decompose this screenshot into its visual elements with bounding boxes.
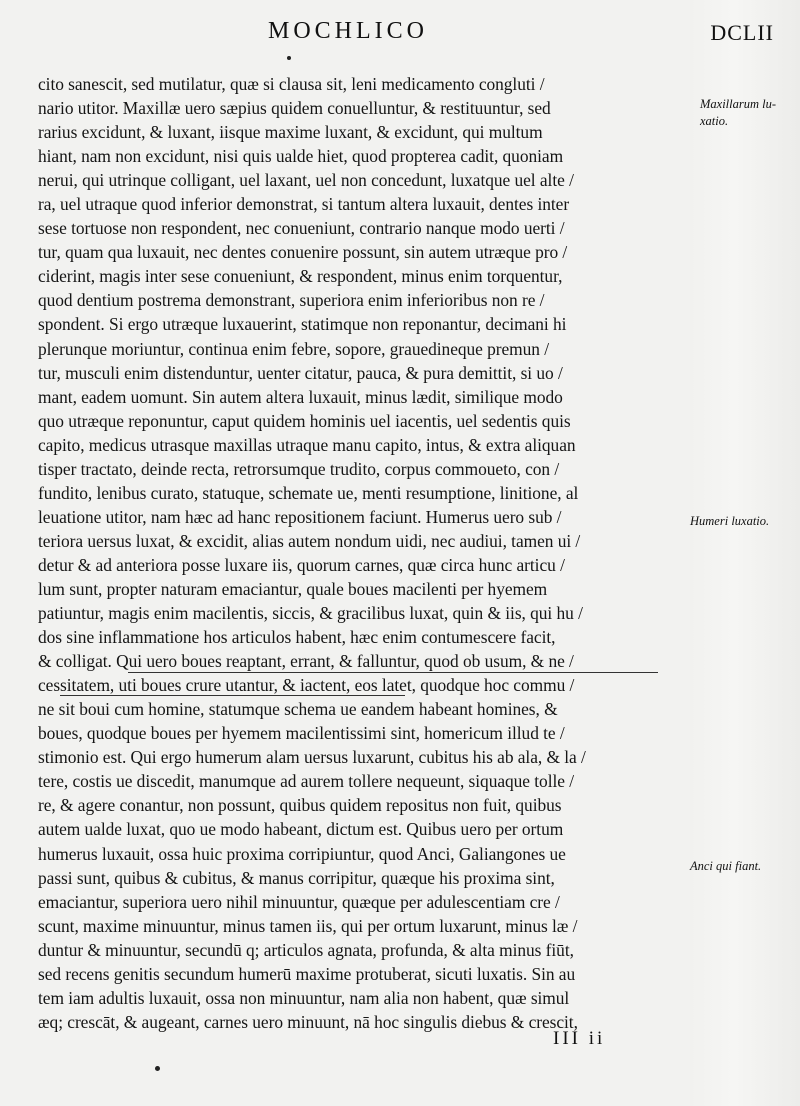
text-line: patiuntur, magis enim macilentis, siccis, & gracilibus luxat, quin & iis, qui hu / — [38, 603, 583, 624]
text-line: cessitatem, uti boues crure utantur, & iactent, eos latet, quodque hoc commu / — [38, 675, 575, 696]
margin-note-line: Maxillarum lu- — [700, 97, 777, 111]
text-line: dos sine inflammatione hos articulos habent, hæc enim contumescere facit, — [38, 627, 556, 648]
text-line: lum sunt, propter naturam emaciantur, quale boues macilenti per hyemem — [38, 578, 548, 599]
text-line: capito, medicus utrasque maxillas utraque manu capito, intus, & extra aliquan — [38, 434, 576, 455]
text-line: æq; crescāt, & augeant, carnes uero minuunt, nā hoc singulis diebus & crescit, — [38, 1011, 578, 1032]
text-line: cito sanescit, sed mutilatur, quæ si clausa sit, leni medicamento congluti / — [38, 74, 545, 94]
text-line: humerus luxauit, ossa huic proxima corripiuntur, quod Anci, Galiangones ue — [38, 843, 566, 864]
text-line: plerunque moriuntur, continua enim febre, sopore, grauedineque premun / — [38, 338, 550, 359]
text-line: tur, quam qua luxauit, nec dentes conuenire possunt, sin autem utræque pro / — [38, 242, 568, 263]
text-line: nerui, qui utrinque colligant, uel laxant, uel non concedunt, luxatque uel alte / — [38, 170, 574, 191]
text-line: tisper tractato, deinde recta, retrorsumque trudito, corpus commoueto, con / — [38, 458, 560, 479]
text-line: tem iam adultis luxauit, ossa non minuuntur, nam alia non habent, quæ simul — [38, 987, 570, 1008]
text-line: ne sit boui cum homine, statumque schema ue eandem habeant homines, & — [38, 699, 558, 720]
text-line: tur, musculi enim distenduntur, uenter citatur, pauca, & pura demittit, si uo / — [38, 362, 563, 383]
text-line: fundito, lenibus curato, statuque, schemate ue, menti resumptione, linitione, al — [38, 482, 579, 503]
signature-mark: III ii — [553, 1028, 606, 1049]
main-text-block — [38, 72, 678, 1034]
text-line: stimonio est. Qui ergo humerum alam uersus luxarunt, cubitus his ab ala, & la / — [38, 747, 586, 768]
text-line: tere, costis ue discedit, manumque ad aurem tollere nequeunt, siquaque tolle / — [38, 771, 575, 792]
margin-note-maxilla — [700, 96, 776, 130]
margin-note-anci: Anci qui fiant. — [690, 859, 762, 873]
text-line: scunt, maxime minuuntur, minus tamen iis, qui per ortum luxarunt, minus læ / — [38, 915, 578, 936]
text-line: emaciantur, superiora uero nihil minuuntur, quæque per adulescentiam cre / — [38, 891, 560, 912]
text-line: boues, quodque boues per hyemem macilentissimi sint, homericum illud te / — [38, 723, 565, 744]
folio-number: DCLII — [710, 20, 774, 45]
text-line: nario utitor. Maxillæ uero sæpius quidem conuelluntur, & restituuntur, sed — [38, 98, 551, 119]
underline-mark — [60, 695, 405, 696]
margin-note-humeri: Humeri luxatio. — [690, 514, 770, 528]
text-line: re, & agere conantur, non possunt, quibus quidem repositus non fuit, quibus — [38, 795, 562, 816]
text-line: & colligat. Qui uero boues reaptant, errant, & falluntur, quod ob usum, & ne / — [38, 651, 574, 672]
text-line: passi sunt, quibus & cubitus, & manus corripitur, quæque his proxima sint, — [38, 867, 555, 888]
header-ornament-dot — [287, 56, 291, 60]
text-line: leuatione utitor, nam hæc ad hanc repositionem faciunt. Humerus uero sub / — [38, 506, 562, 527]
text-line: ra, uel utraque quod inferior demonstrat, si tantum altera luxauit, dentes inter — [38, 194, 570, 215]
text-line: teriora uersus luxat, & excidit, alias autem nondum uidi, nec audiui, tamen ui / — [38, 530, 581, 551]
running-title: MOCHLICO — [268, 18, 429, 44]
text-line: quo utræque reponuntur, caput quidem hominis uel iacentis, uel sedentis quis — [38, 410, 571, 431]
text-line: rarius excidunt, & luxant, iisque maxime luxant, & excidunt, qui multum — [38, 122, 543, 143]
text-line: sed recens genitis secundum humerū maxime protuberat, sicuti luxatis. Sin au — [38, 963, 576, 984]
underline-mark — [128, 672, 658, 673]
text-line: detur & ad anteriora posse luxare iis, quorum carnes, quæ circa hunc articu / — [38, 554, 565, 575]
text-line: hiant, nam non excidunt, nisi quis ualde hiet, quod propterea cadit, quoniam — [38, 146, 564, 167]
text-line: ciderint, magis inter sese conueniunt, & respondent, minus enim torquentur, — [38, 266, 563, 287]
text-line: spondent. Si ergo utræque luxauerint, statimque non reponantur, decimani hi — [38, 314, 567, 335]
margin-note-line: xatio. — [700, 114, 729, 128]
text-line: duntur & minuuntur, secundū q; articulos agnata, profunda, & alta minus fiūt, — [38, 939, 574, 960]
text-line: sese tortuose non respondent, nec conueniunt, contrario nanque modo uerti / — [38, 218, 565, 239]
page-margin-shadow — [690, 0, 800, 1106]
text-line: autem ualde luxat, quo ue modo habeant, dictum est. Quibus uero per ortum — [38, 819, 564, 840]
text-line: mant, eadem uomunt. Sin autem altera luxauit, minus lædit, similique modo — [38, 386, 563, 407]
text-line: quod dentium postrema demonstrant, superiora enim inferioribus non re / — [38, 290, 545, 311]
footer-ornament-dot — [155, 1066, 160, 1071]
